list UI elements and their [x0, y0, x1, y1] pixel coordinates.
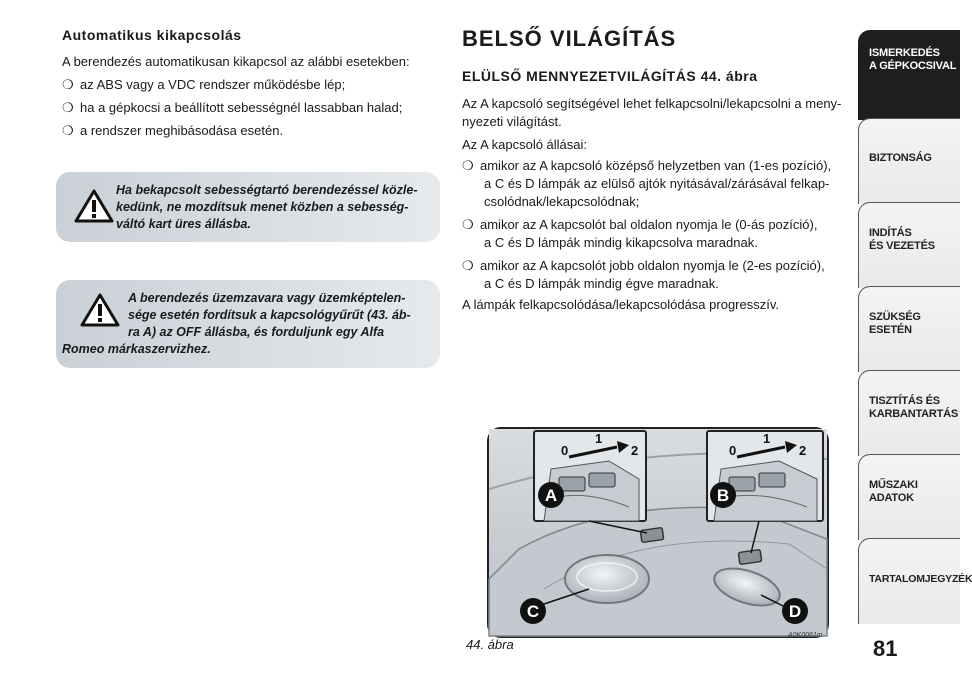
warning-triangle-icon [74, 188, 114, 224]
sidebar-item-muszaki[interactable] [858, 454, 960, 540]
list-item [62, 76, 345, 94]
bullet-icon: ❍ [62, 77, 74, 92]
list-item-text: csolódnak/lekapcsolódnak; [484, 194, 640, 209]
warning-text: A berendezés üzemzavara vagy üzemképtelen- [128, 291, 406, 305]
sidebar-item-label: A GÉPKOCSIVAL [869, 60, 957, 72]
sidebar-item-label: ADATOK [869, 492, 914, 504]
warning-text: váltó kart üres állásba. [116, 217, 251, 231]
figure-caption: 44. ábra [466, 637, 514, 652]
section-subtitle: ELÜLSŐ MENNYEZETVILÁGÍTÁS 44. ábra [462, 68, 758, 84]
figure-44 [487, 427, 829, 638]
body-text: A lámpák felkapcsolódása/lekapcsolódása progresszív. [462, 297, 779, 312]
position-0-label: 0 [561, 443, 569, 458]
list-item [62, 99, 402, 117]
bullet-icon: ❍ [462, 217, 474, 232]
sidebar-item-szukseg[interactable] [858, 286, 960, 372]
sidebar-item-label: INDÍTÁS [869, 227, 912, 239]
list-item [462, 257, 825, 275]
sidebar-item-label: TARTALOMJEGYZÉK [869, 573, 972, 585]
warning-box [56, 172, 440, 242]
bullet-icon: ❍ [462, 258, 474, 273]
sidebar-item-inditas[interactable] [858, 202, 960, 288]
list-item [62, 122, 283, 140]
warning-text: kedünk, ne mozdítsuk menet közben a sebesség- [116, 200, 409, 214]
warning-text: sége esetén fordítsuk a kapcsológyűrűt (43. áb- [128, 308, 411, 322]
intro-text: A berendezés automatikusan kikapcsol az alábbi esetekben: [62, 54, 410, 69]
list-item-text: a C és D lámpák az elülső ajtók nyitásával/zárásával felkap- [484, 176, 830, 191]
warning-box [56, 280, 440, 368]
position-2-label: 2 [631, 443, 639, 458]
warning-text: ra A) az OFF állásba, és forduljunk egy Alfa [128, 325, 385, 339]
position-2-label: 2 [799, 443, 807, 458]
body-text: Az A kapcsoló segítségével lehet felkapcsolni/lekapcsolni a meny- [462, 96, 842, 111]
sidebar-item-label: SZÜKSÉG [869, 311, 921, 323]
list-item-text: az ABS vagy a VDC rendszer működésbe lép; [80, 77, 346, 92]
label-c: C [526, 602, 540, 621]
page-title: BELSŐ VILÁGÍTÁS [462, 26, 677, 51]
section-heading: Automatikus kikapcsolás [62, 27, 242, 43]
list-item-text: ha a gépkocsi a beállított sebességnél lassabban halad; [80, 100, 403, 115]
bullet-icon: ❍ [62, 100, 74, 115]
bullet-icon: ❍ [62, 123, 74, 138]
ceiling-light-illustration [489, 429, 827, 636]
sidebar-item-label: ESETÉN [869, 324, 912, 336]
warning-text: Ha bekapcsolt sebességtartó berendezéssel közle- [116, 183, 418, 197]
body-text: nyezeti világítást. [462, 114, 562, 129]
sidebar-item-ismerkedes[interactable] [858, 30, 960, 120]
position-0-label: 0 [729, 443, 737, 458]
list-item-text: a C és D lámpák mindig égve maradnak. [484, 276, 719, 291]
sidebar-item-label: KARBANTARTÁS [869, 408, 959, 420]
warning-text: Romeo márkaszervizhez. [62, 342, 211, 356]
sidebar-item-label: ÉS VEZETÉS [869, 240, 935, 252]
list-item-text: amikor az A kapcsoló középső helyzetben van (1-es pozíció), [480, 158, 832, 173]
label-a: A [544, 486, 558, 505]
sidebar-item-tartalomjegyzek[interactable] [858, 538, 972, 624]
sidebar-item-label: MŰSZAKI [869, 479, 918, 491]
sidebar-item-label: ISMERKEDÉS [869, 47, 940, 59]
warning-triangle-icon [80, 292, 120, 328]
list-item-text: a C és D lámpák mindig kikapcsolva maradnak. [484, 235, 758, 250]
bullet-icon: ❍ [462, 158, 474, 173]
label-d: D [788, 602, 802, 621]
sidebar-item-label: BIZTONSÁG [869, 152, 932, 164]
list-item [462, 216, 817, 234]
list-item [462, 157, 831, 175]
page-number: 81 [873, 636, 898, 661]
figure-code: A0K0061m [788, 632, 823, 639]
list-item-text: amikor az A kapcsolót jobb oldalon nyomja le (2-es pozíció), [480, 258, 825, 273]
label-b: B [716, 486, 730, 505]
sidebar-item-biztonsag[interactable] [858, 118, 960, 204]
list-item-text: a rendszer meghibásodása esetén. [80, 123, 284, 138]
position-1-label: 1 [763, 431, 771, 446]
sidebar-item-tisztitas[interactable] [858, 370, 960, 456]
sidebar-item-label: TISZTÍTÁS ÉS [869, 395, 940, 407]
position-1-label: 1 [595, 431, 603, 446]
body-text: Az A kapcsoló állásai: [462, 137, 588, 152]
list-item-text: amikor az A kapcsolót bal oldalon nyomja le (0-ás pozíció), [480, 217, 818, 232]
